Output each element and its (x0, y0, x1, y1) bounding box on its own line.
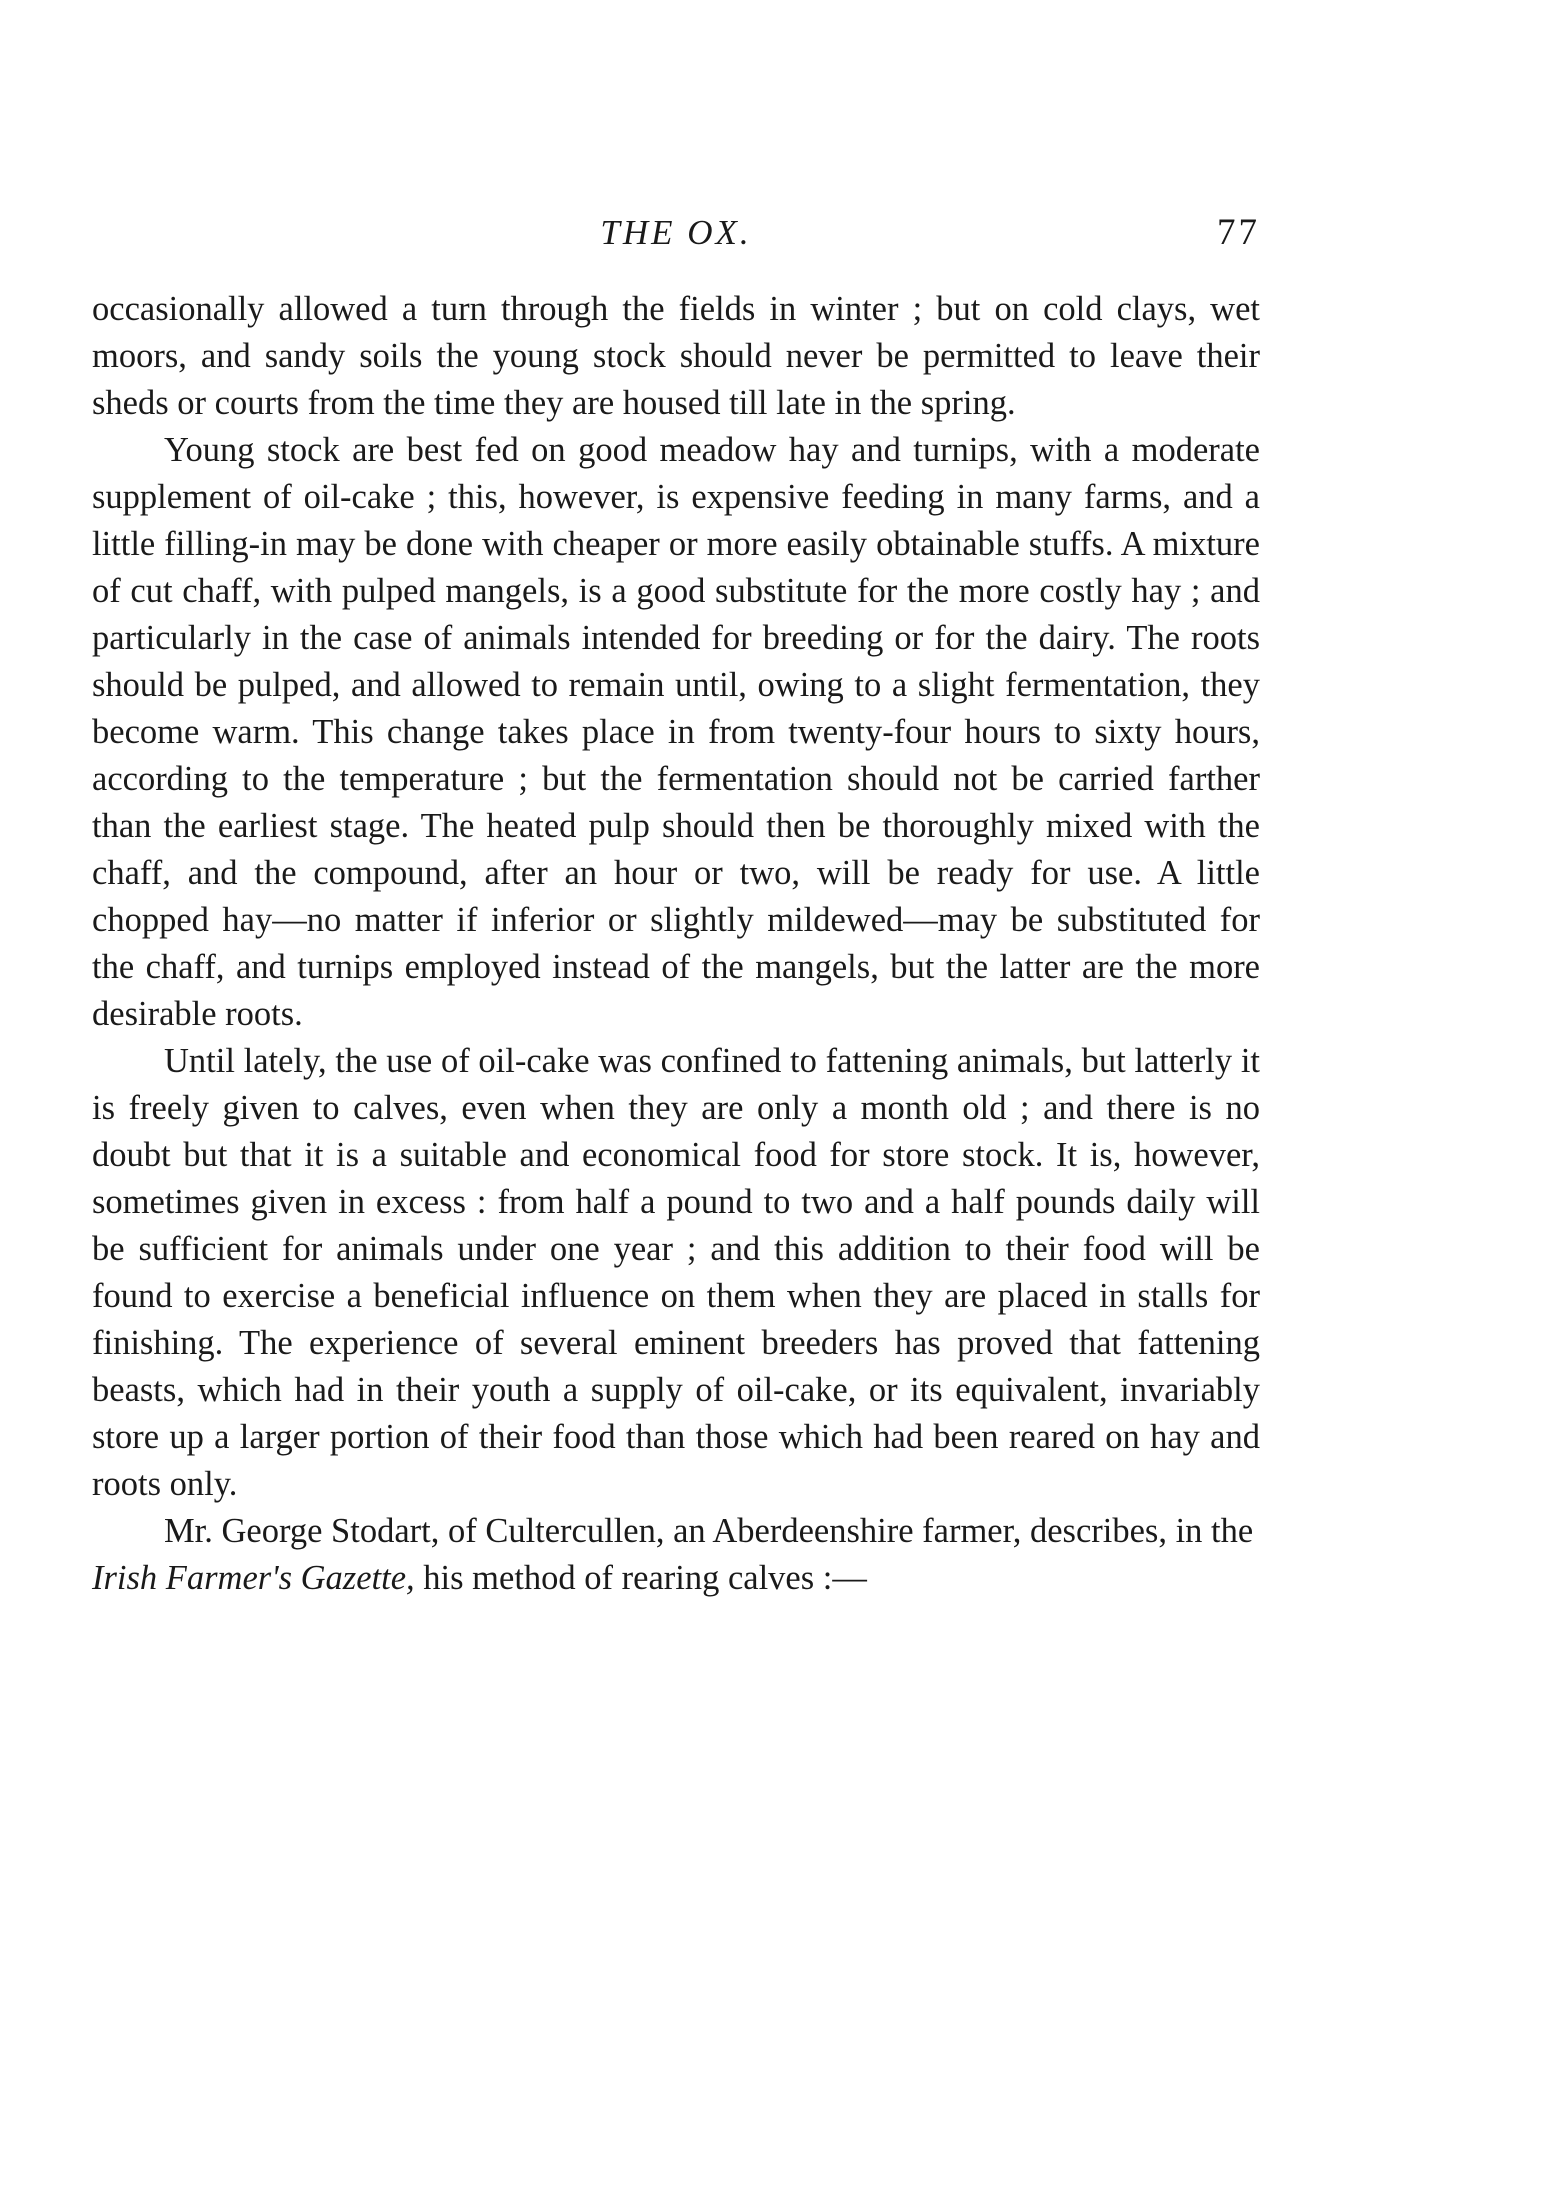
paragraph-stodart-text-after: his method of rearing calves :— (414, 1559, 867, 1597)
body-text (92, 286, 1260, 1602)
running-header (92, 208, 1260, 258)
publication-title: Irish Farmer's Gazette, (92, 1559, 415, 1597)
paragraph-young-stock-feeding: Young stock are best fed on good meadow hay and turnips, with a moderate supplement of oil-cake ; this, however, is expensive feeding in many farms, and a little filling-in may be done with cheaper or more easily obtainable stuffs. A mixture of cut chaff, with pulped mangels, is a good substitute for the more costly hay ; and particularly in the case of animals intended for breeding or for the dairy. The roots should be pulped, and allowed to remain until, owing to a slight fermentation, they become warm. This change takes place in from twenty-four hours to sixty hours, according to the temperature ; but the fermentation should not be carried farther than the earliest stage. The heated pulp should then be thoroughly mixed with the chaff, and the compound, after an hour or two, will be ready for use. A little chopped hay—no matter if inferior or slightly mildewed—may be substituted for the chaff, and turnips employed instead of the mangels, but the latter are the more desirable roots. (92, 431, 1260, 1033)
paragraph-continued: occasionally allowed a turn through the fields in winter ; but on cold clays, wet moors, and sandy soils the young stock should never be permitted to leave their sheds or courts from the time they are housed till late in the spring. (92, 290, 1260, 422)
running-title: THE OX. (600, 213, 752, 252)
paragraph-stodart (92, 1508, 1260, 1602)
paragraph-stodart-text-before: Mr. George Stodart, of Cultercullen, an Aberdeenshire farmer, describes, in the (164, 1512, 1254, 1550)
page-number: 77 (1217, 212, 1260, 253)
paragraph-oil-cake: Until lately, the use of oil-cake was confined to fattening animals, but latterly it is freely given to calves, even when they are only a month old ; and there is no doubt but that it is a suitable and economical food for store stock. It is, however, sometimes given in excess : from half a pound to two and a half pounds daily will be sufficient for animals under one year ; and this addition to their food will be found to exercise a beneficial influence on them when they are placed in stalls for finishing. The experience of several eminent breeders has proved that fattening beasts, which had in their youth a supply of oil-cake, or its equivalent, invariably store up a larger portion of their food than those which had been reared on hay and roots only. (92, 1042, 1260, 1503)
